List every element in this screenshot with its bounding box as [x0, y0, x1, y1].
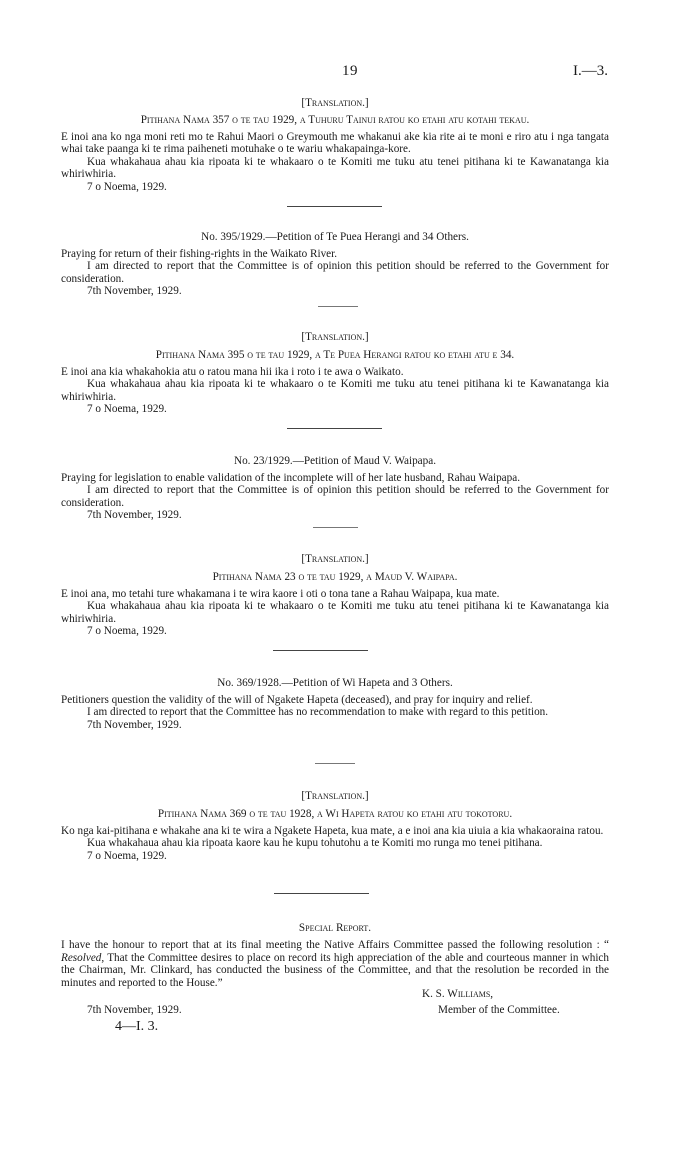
- translation-date: 7 o Noema, 1929.: [87, 180, 167, 193]
- special-report-text-end: That the Committee desires to place on record its high appreciation of the able and courteous manner in which the Chairman, Mr. Clinkard, has conducted the business of the Committee, and that the resolution be recorded in the minutes and reported to the House.”: [61, 951, 609, 989]
- translation-block: [61, 808, 609, 862]
- section-divider: [273, 650, 368, 651]
- petition-title: No. 369/1928.—Petition of Wi Hapeta and 3 Others.: [217, 677, 453, 689]
- translation-title: Pitihana Nama 395 o te tau 1929, a Te Puea Herangi ratou ko etahi atu e 34.: [155, 349, 515, 361]
- translation-direction: Kua whakahaua ahau kia ripoata ki te whakaaro o te Komiti me tuku atu tenei pitihana ki te Kawanatanga kia whiriwhiria.: [61, 378, 609, 403]
- petition-date: 7th November, 1929.: [87, 509, 182, 522]
- translation-block: [61, 571, 609, 638]
- translation-title: Pitihana Nama 357 o te tau 1929, a Tuhuru Tainui ratou ko etahi atu kotahi tekau.: [140, 114, 530, 126]
- petition-report: I am directed to report that the Committee has no recommendation to make with regard to this petition.: [87, 706, 549, 719]
- translation-block: [61, 349, 609, 416]
- section-divider: [287, 428, 382, 429]
- petition-prayer: Petitioners question the validity of the will of Ngakete Hapeta (deceased), and pray for inquiry and relief.: [61, 693, 533, 706]
- translation-label: [Translation.]: [301, 97, 369, 109]
- petition-block: [61, 677, 609, 731]
- document-reference: I.—3.: [573, 63, 608, 79]
- translation-block: [61, 114, 609, 194]
- translation-label: [Translation.]: [301, 553, 369, 565]
- special-report-label: Special Report.: [298, 922, 372, 934]
- petition-date: 7th November, 1929.: [87, 718, 182, 731]
- petition-block: [61, 231, 609, 298]
- signatory-name: K. S. Williams,: [422, 988, 494, 1000]
- petition-report: I am directed to report that the Committee is of opinion this petition should be referred to the Government for consideration.: [61, 260, 609, 285]
- translation-direction: Kua whakahaua ahau kia ripoata ki te whakaaro o te Komiti me tuku atu tenei pitihana ki te Kawanatanga kia whiriwhiria.: [61, 155, 609, 181]
- signatory-role: Member of the Committee.: [438, 1004, 560, 1016]
- special-report-text-start: I have the honour to report that at its final meeting the Native Affairs Committee passed the following resolution : “: [61, 939, 609, 951]
- short-divider: [318, 306, 358, 307]
- translation-body: E inoi ana ko nga moni reti mo te Rahui Maori o Greymouth me whakanui ake kia rite ai te moni e riro atu i nga tangata whai take paanga ki te rima paiheneti motuhake o te wariu whakapainga-kore.: [61, 130, 609, 156]
- petition-title: No. 395/1929.—Petition of Te Puea Herangi and 34 Others.: [201, 231, 469, 243]
- petition-prayer: Praying for return of their fishing-rights in the Waikato River.: [61, 247, 338, 260]
- petition-prayer: Praying for legislation to enable validation of the incomplete will of her late husband, Rahau Waipapa.: [61, 471, 521, 484]
- translation-date: 7 o Noema, 1929.: [87, 403, 167, 416]
- petition-report: I am directed to report that the Committee is of opinion this petition should be referred to the Government for consideration.: [61, 484, 609, 509]
- translation-direction: Kua whakahaua ahau kia ripoata kaore kau he kupu tohutohu a te Komiti mo runga mo tenei pitihana.: [87, 837, 543, 850]
- special-report-body: [61, 939, 609, 989]
- short-divider: [313, 527, 358, 528]
- translation-title: Pitihana Nama 369 o te tau 1928, a Wi Hapeta ratou ko etahi atu tokotoru.: [157, 808, 513, 820]
- section-divider: [287, 206, 382, 207]
- short-divider: [315, 763, 355, 764]
- petition-date: 7th November, 1929.: [87, 285, 182, 298]
- translation-body: Ko nga kai-pitihana e whakahe ana ki te wira a Ngakete Hapeta, kua mate, a e inoi ana kia uiuia a kia whakaoraina ratou.: [61, 824, 604, 837]
- translation-body: E inoi ana, mo tetahi ture whakamana i te wira kaore i oti o tona tane a Rahau Waipapa, kua mate.: [61, 587, 500, 600]
- special-report-date: 7th November, 1929.: [87, 1004, 182, 1016]
- translation-title: Pitihana Nama 23 o te tau 1929, a Maud V. Waipapa.: [212, 571, 458, 583]
- sheet-mark: 4—I. 3.: [115, 1019, 159, 1034]
- translation-label: [Translation.]: [301, 331, 369, 343]
- petition-title: No. 23/1929.—Petition of Maud V. Waipapa.: [233, 455, 437, 467]
- special-report-block: [61, 939, 609, 989]
- petition-block: [61, 455, 609, 522]
- translation-date: 7 o Noema, 1929.: [87, 625, 167, 638]
- translation-direction: Kua whakahaua ahau kia ripoata ki te whakaaro o te Komiti me tuku atu tenei pitihana ki te Kawanatanga kia whiriwhiria.: [61, 600, 609, 625]
- translation-date: 7 o Noema, 1929.: [87, 849, 167, 862]
- translation-label: [Translation.]: [301, 790, 369, 802]
- resolved-word: Resolved,: [61, 951, 105, 964]
- section-divider: [274, 893, 369, 894]
- page-number: 19: [342, 63, 358, 79]
- translation-body: E inoi ana kia whakahokia atu o ratou mana hii ika i roto i te awa o Waikato.: [61, 365, 404, 378]
